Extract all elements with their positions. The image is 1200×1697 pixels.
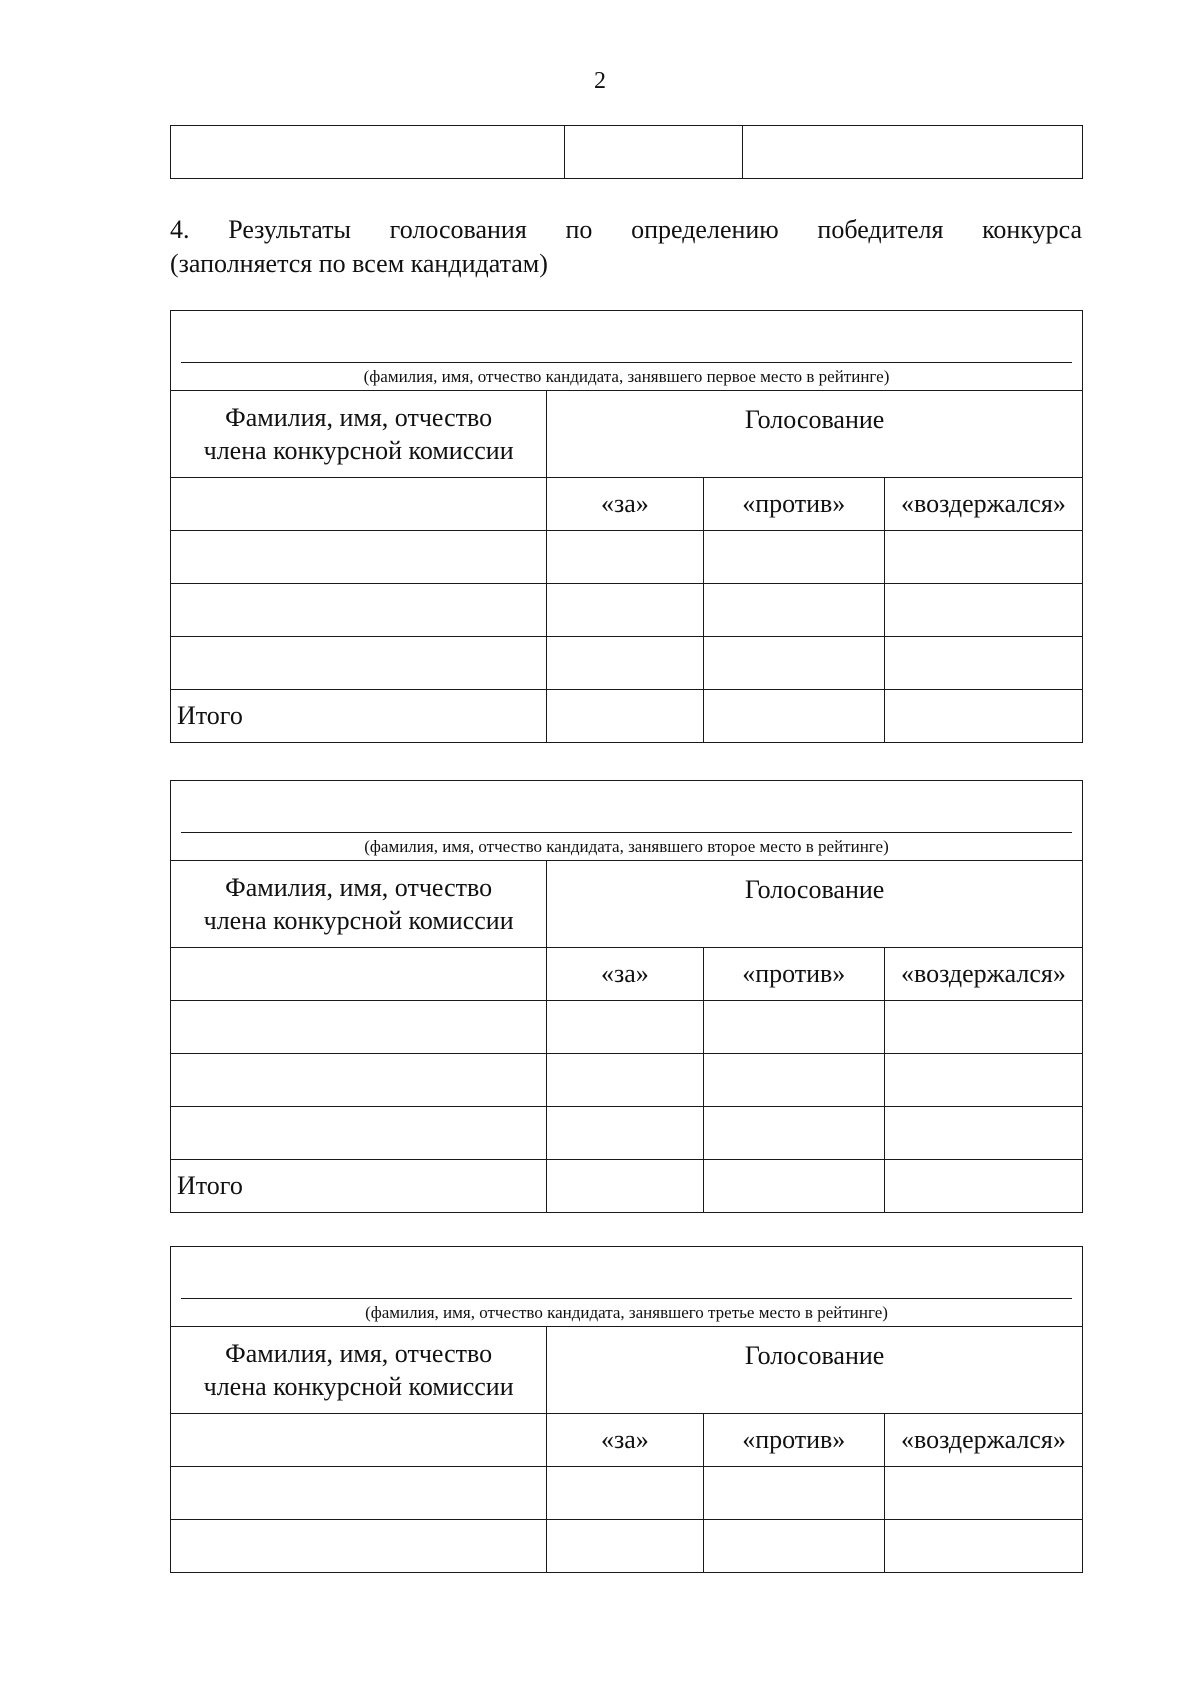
page-number: 2 bbox=[594, 68, 606, 94]
col-against-header: «против» bbox=[703, 948, 884, 1001]
candidate-caption: (фамилия, имя, отчество кандидата, занявшего третье место в рейтинге) bbox=[181, 1298, 1072, 1323]
col-abstained-header: «воздержался» bbox=[884, 478, 1082, 531]
member-header-line-1: Фамилия, имя, отчество bbox=[225, 1339, 493, 1368]
candidate-name-field[interactable] bbox=[171, 781, 1083, 861]
col-against-header: «против» bbox=[703, 478, 884, 531]
table-cell[interactable] bbox=[703, 584, 884, 637]
header-row bbox=[171, 861, 1083, 948]
table-cell[interactable] bbox=[171, 1107, 547, 1160]
section-heading-line-2: (заполняется по всем кандидатам) bbox=[170, 249, 548, 278]
table-cell[interactable] bbox=[547, 1054, 703, 1107]
table-cell[interactable] bbox=[884, 1160, 1082, 1213]
member-header bbox=[171, 391, 547, 478]
table-cell[interactable] bbox=[171, 126, 565, 179]
table-cell[interactable] bbox=[171, 1054, 547, 1107]
member-header-line-1: Фамилия, имя, отчество bbox=[225, 403, 493, 432]
table-cell[interactable] bbox=[547, 690, 703, 743]
subheader-row bbox=[171, 1414, 1083, 1467]
member-header bbox=[171, 861, 547, 948]
table-cell[interactable] bbox=[547, 1001, 703, 1054]
subheader-row bbox=[171, 478, 1083, 531]
header-row bbox=[171, 1327, 1083, 1414]
section-heading-line-1: 4. Результаты голосования по определению победителя конкурса bbox=[170, 215, 1082, 244]
table-cell[interactable] bbox=[547, 531, 703, 584]
table-cell[interactable] bbox=[171, 1414, 547, 1467]
table-cell[interactable] bbox=[743, 126, 1083, 179]
voting-header: Голосование bbox=[547, 391, 1083, 478]
vote-table-second-place bbox=[170, 780, 1083, 1213]
table-cell[interactable] bbox=[547, 1467, 703, 1520]
voting-header: Голосование bbox=[547, 861, 1083, 948]
col-abstained-header: «воздержался» bbox=[884, 1414, 1082, 1467]
member-header-line-1: Фамилия, имя, отчество bbox=[225, 873, 493, 902]
table-cell[interactable] bbox=[547, 1520, 703, 1573]
candidate-caption: (фамилия, имя, отчество кандидата, занявшего второе место в рейтинге) bbox=[181, 832, 1072, 857]
table-cell[interactable] bbox=[884, 584, 1082, 637]
table-cell[interactable] bbox=[884, 690, 1082, 743]
candidate-caption: (фамилия, имя, отчество кандидата, занявшего первое место в рейтинге) bbox=[181, 362, 1072, 387]
table-cell[interactable] bbox=[547, 1160, 703, 1213]
table-cell[interactable] bbox=[703, 690, 884, 743]
table-cell[interactable] bbox=[884, 531, 1082, 584]
table-row bbox=[171, 637, 1083, 690]
table-row bbox=[171, 126, 1083, 179]
table-cell[interactable] bbox=[547, 1107, 703, 1160]
table-cell[interactable] bbox=[171, 478, 547, 531]
table-cell[interactable] bbox=[703, 1160, 884, 1213]
table-cell[interactable] bbox=[703, 637, 884, 690]
candidate-row bbox=[171, 1247, 1083, 1327]
table-cell[interactable] bbox=[884, 637, 1082, 690]
table-cell[interactable] bbox=[884, 1520, 1082, 1573]
table-cell[interactable] bbox=[884, 1107, 1082, 1160]
section-heading bbox=[170, 213, 1082, 281]
total-row bbox=[171, 690, 1083, 743]
table-cell[interactable] bbox=[703, 1001, 884, 1054]
candidate-row bbox=[171, 781, 1083, 861]
col-abstained-header: «воздержался» bbox=[884, 948, 1082, 1001]
table-row bbox=[171, 584, 1083, 637]
table-row bbox=[171, 531, 1083, 584]
table-cell[interactable] bbox=[703, 531, 884, 584]
col-for-header: «за» bbox=[547, 948, 703, 1001]
vote-table-first-place bbox=[170, 310, 1083, 743]
table-cell[interactable] bbox=[171, 531, 547, 584]
table-row bbox=[171, 1467, 1083, 1520]
header-row bbox=[171, 391, 1083, 478]
table-cell[interactable] bbox=[884, 1001, 1082, 1054]
member-header bbox=[171, 1327, 547, 1414]
total-row bbox=[171, 1160, 1083, 1213]
subheader-row bbox=[171, 948, 1083, 1001]
table-cell[interactable] bbox=[703, 1107, 884, 1160]
col-for-header: «за» bbox=[547, 1414, 703, 1467]
member-header-line-2: члена конкурсной комиссии bbox=[203, 436, 514, 465]
table-cell[interactable] bbox=[703, 1467, 884, 1520]
table-cell[interactable] bbox=[171, 948, 547, 1001]
total-label: Итого bbox=[171, 690, 547, 743]
candidate-name-field[interactable] bbox=[171, 1247, 1083, 1327]
table-row bbox=[171, 1054, 1083, 1107]
voting-header: Голосование bbox=[547, 1327, 1083, 1414]
table-cell[interactable] bbox=[171, 637, 547, 690]
vote-table-third-place bbox=[170, 1246, 1083, 1573]
table-row bbox=[171, 1520, 1083, 1573]
continuation-table bbox=[170, 125, 1083, 179]
member-header-line-2: члена конкурсной комиссии bbox=[203, 906, 514, 935]
table-cell[interactable] bbox=[547, 637, 703, 690]
table-cell[interactable] bbox=[171, 584, 547, 637]
table-cell[interactable] bbox=[547, 584, 703, 637]
table-cell[interactable] bbox=[884, 1054, 1082, 1107]
candidate-name-field[interactable] bbox=[171, 311, 1083, 391]
col-for-header: «за» bbox=[547, 478, 703, 531]
table-cell[interactable] bbox=[171, 1520, 547, 1573]
candidate-row bbox=[171, 311, 1083, 391]
table-cell[interactable] bbox=[171, 1001, 547, 1054]
table-row bbox=[171, 1107, 1083, 1160]
table-row bbox=[171, 1001, 1083, 1054]
table-cell[interactable] bbox=[884, 1467, 1082, 1520]
table-cell[interactable] bbox=[703, 1054, 884, 1107]
table-cell[interactable] bbox=[565, 126, 743, 179]
table-cell[interactable] bbox=[703, 1520, 884, 1573]
col-against-header: «против» bbox=[703, 1414, 884, 1467]
member-header-line-2: члена конкурсной комиссии bbox=[203, 1372, 514, 1401]
total-label: Итого bbox=[171, 1160, 547, 1213]
table-cell[interactable] bbox=[171, 1467, 547, 1520]
